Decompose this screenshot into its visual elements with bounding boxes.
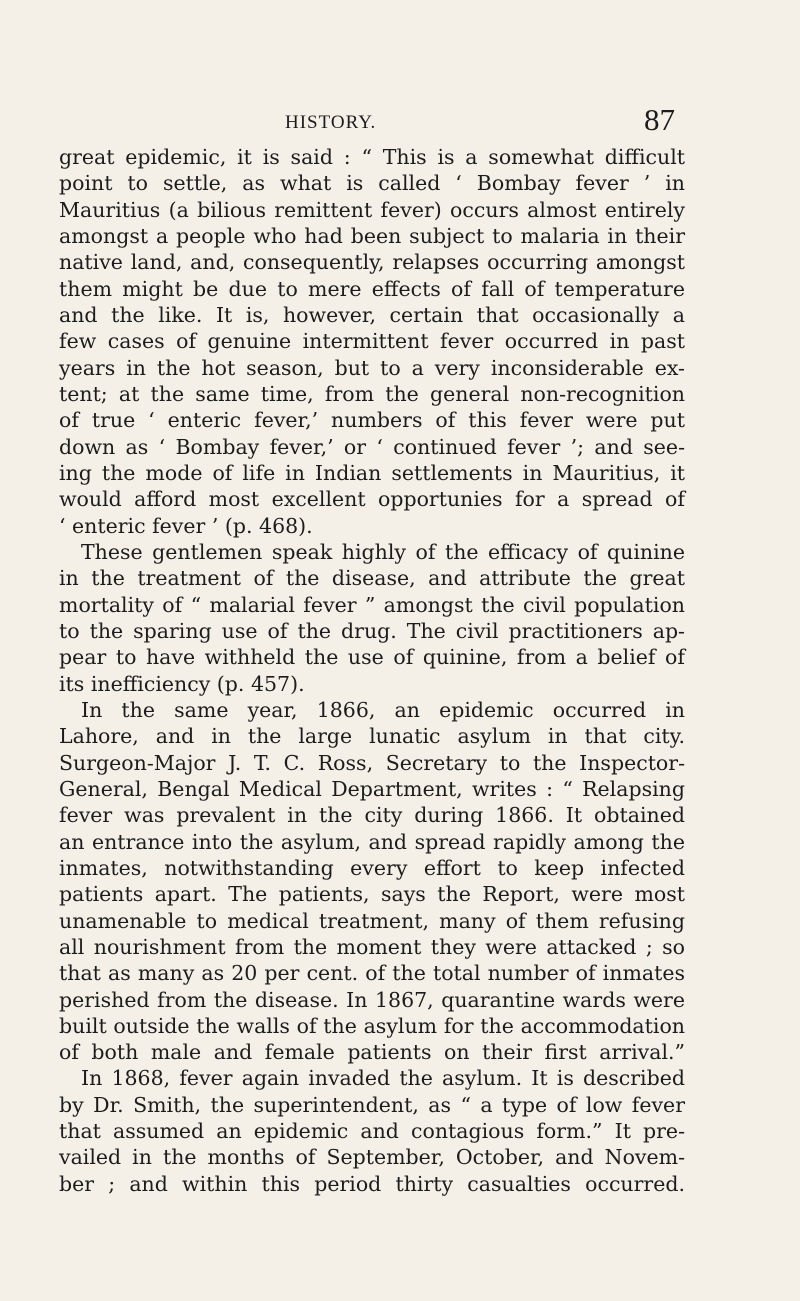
text-line: all nourishment from the moment they were attacked ; so bbox=[59, 934, 685, 959]
text-line: point to settle, as what is called ‘ Bombay fever ’ in bbox=[59, 171, 685, 196]
text-line: perished from the disease. In 1867, quarantine wards were bbox=[59, 987, 685, 1012]
text-line: inmates, notwithstanding every effort to keep infected bbox=[59, 855, 685, 880]
page-number: 87 bbox=[644, 102, 675, 137]
text-line: an entrance into the asylum, and spread rapidly among the bbox=[59, 829, 685, 854]
text-line: patients apart. The patients, says the Report, were most bbox=[59, 882, 685, 907]
text-line: tent; at the same time, from the general non-recognition bbox=[59, 381, 685, 406]
text-line: of both male and female patients on their first arrival.” bbox=[59, 1040, 685, 1065]
text-line: them might be due to mere effects of fall of temperature bbox=[59, 276, 685, 301]
text-line: native land, and, consequently, relapses occurring amongst bbox=[59, 250, 685, 275]
text-line: down as ‘ Bombay fever,’ or ‘ continued fever ’; and see- bbox=[59, 434, 685, 459]
text-line: mortality of “ malarial fever ” amongst the civil population bbox=[59, 592, 685, 617]
text-line: that as many as 20 per cent. of the total number of inmates bbox=[59, 961, 685, 986]
text-line: and the like. It is, however, certain that occasionally a bbox=[59, 302, 685, 327]
text-line: In the same year, 1866, an epidemic occurred in bbox=[81, 697, 685, 722]
running-head bbox=[176, 102, 675, 144]
running-title: HISTORY. bbox=[285, 112, 377, 133]
text-line: amongst a people who had been subject to malaria in their bbox=[59, 223, 685, 248]
text-line: great epidemic, it is said : “ This is a somewhat difficult bbox=[59, 145, 685, 169]
text-line: vailed in the months of September, October, and Novem- bbox=[59, 1145, 685, 1170]
text-line: fever was prevalent in the city during 1866. It obtained bbox=[59, 803, 685, 828]
text-line: In 1868, fever again invaded the asylum. It is described bbox=[81, 1066, 685, 1091]
text-line: few cases of genuine intermittent fever occurred in past bbox=[59, 329, 685, 354]
text-line: pear to have withheld the use of quinine, from a belief of bbox=[59, 645, 685, 670]
text-line: ber ; and within this period thirty casualties occurred. bbox=[59, 1171, 685, 1196]
text-line: Surgeon-Major J. T. C. Ross, Secretary to the Inspector- bbox=[59, 750, 685, 775]
text-line: unamenable to medical treatment, many of them refusing bbox=[59, 908, 685, 933]
text-line: its inefficiency (p. 457). bbox=[59, 671, 305, 696]
text-line: Lahore, and in the large lunatic asylum in that city. bbox=[59, 724, 685, 749]
text-line: Mauritius (a bilious remittent fever) occurs almost entirely bbox=[59, 197, 685, 222]
text-line: ‘ enteric fever ’ (p. 468). bbox=[59, 513, 313, 538]
text-line: would afford most excellent opportunies for a spread of bbox=[59, 487, 685, 512]
text-line: that assumed an epidemic and contagious form.” It pre- bbox=[59, 1119, 685, 1144]
text-line: by Dr. Smith, the superintendent, as “ a type of low fever bbox=[59, 1092, 685, 1117]
text-line: years in the hot season, but to a very inconsiderable ex- bbox=[59, 355, 685, 380]
text-line: General, Bengal Medical Department, writes : “ Relapsing bbox=[59, 776, 685, 801]
text-line: of true ‘ enteric fever,’ numbers of this fever were put bbox=[59, 408, 685, 433]
text-line: These gentlemen speak highly of the efficacy of quinine bbox=[81, 539, 685, 564]
text-line: built outside the walls of the asylum for the accommodation bbox=[59, 1013, 685, 1038]
body-text bbox=[59, 144, 685, 1197]
text-line: to the sparing use of the drug. The civil practitioners ap- bbox=[59, 618, 685, 643]
text-line: ing the mode of life in Indian settlements in Mauritius, it bbox=[59, 460, 685, 485]
text-line: in the treatment of the disease, and attribute the great bbox=[59, 566, 685, 591]
